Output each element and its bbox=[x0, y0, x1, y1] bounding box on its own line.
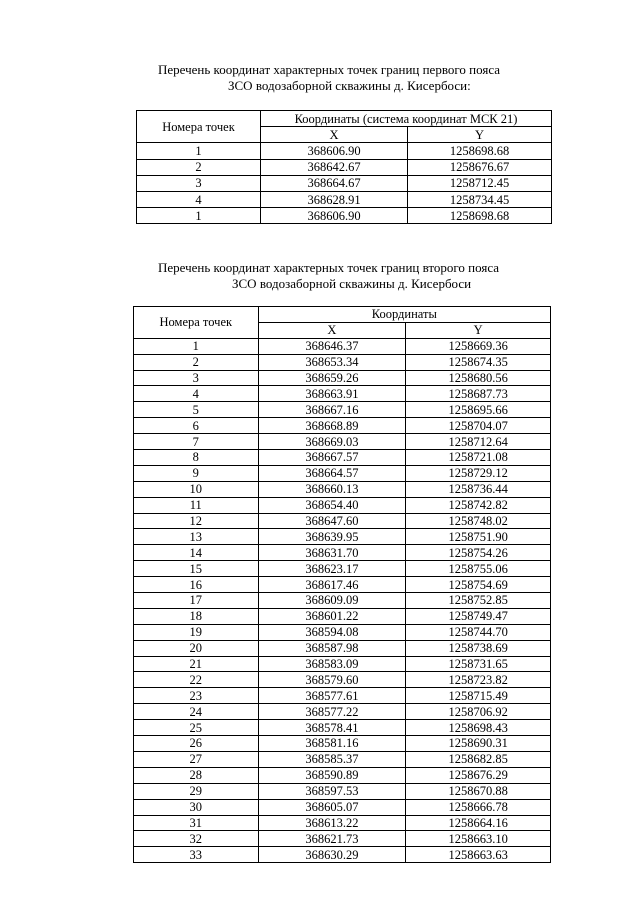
y-coordinate-cell: 1258754.26 bbox=[406, 545, 551, 561]
point-number-cell: 19 bbox=[134, 624, 259, 640]
table-row bbox=[134, 593, 551, 609]
point-number-cell: 29 bbox=[134, 783, 259, 799]
point-number-cell: 10 bbox=[134, 481, 259, 497]
table-row bbox=[134, 688, 551, 704]
x-coordinate-cell: 368664.67 bbox=[261, 175, 408, 191]
section2-title-line1: Перечень координат характерных точек границ второго пояса bbox=[158, 260, 500, 275]
point-number-cell: 1 bbox=[137, 143, 261, 159]
table-row bbox=[134, 767, 551, 783]
table-row bbox=[137, 159, 552, 175]
header-x: X bbox=[261, 127, 408, 143]
y-coordinate-cell: 1258670.88 bbox=[406, 783, 551, 799]
y-coordinate-cell: 1258676.67 bbox=[408, 159, 552, 175]
y-coordinate-cell: 1258676.29 bbox=[406, 767, 551, 783]
point-number-cell: 11 bbox=[134, 497, 259, 513]
point-number-cell: 9 bbox=[134, 465, 259, 481]
point-number-cell: 7 bbox=[134, 434, 259, 450]
point-number-cell: 3 bbox=[134, 370, 259, 386]
y-coordinate-cell: 1258663.10 bbox=[406, 831, 551, 847]
y-coordinate-cell: 1258752.85 bbox=[406, 593, 551, 609]
table-row bbox=[134, 720, 551, 736]
x-coordinate-cell: 368579.60 bbox=[258, 672, 406, 688]
x-coordinate-cell: 368663.91 bbox=[258, 386, 406, 402]
x-coordinate-cell: 368587.98 bbox=[258, 640, 406, 656]
y-coordinate-cell: 1258704.07 bbox=[406, 418, 551, 434]
table-row bbox=[134, 450, 551, 466]
y-coordinate-cell: 1258663.63 bbox=[406, 847, 551, 863]
x-coordinate-cell: 368660.13 bbox=[258, 481, 406, 497]
table-row bbox=[134, 418, 551, 434]
y-coordinate-cell: 1258755.06 bbox=[406, 561, 551, 577]
point-number-cell: 28 bbox=[134, 767, 259, 783]
y-coordinate-cell: 1258729.12 bbox=[406, 465, 551, 481]
section1-title bbox=[0, 62, 640, 94]
x-coordinate-cell: 368647.60 bbox=[258, 513, 406, 529]
x-coordinate-cell: 368630.29 bbox=[258, 847, 406, 863]
y-coordinate-cell: 1258698.68 bbox=[408, 208, 552, 224]
y-coordinate-cell: 1258695.66 bbox=[406, 402, 551, 418]
point-number-cell: 12 bbox=[134, 513, 259, 529]
x-coordinate-cell: 368605.07 bbox=[258, 799, 406, 815]
y-coordinate-cell: 1258664.16 bbox=[406, 815, 551, 831]
x-coordinate-cell: 368617.46 bbox=[258, 577, 406, 593]
y-coordinate-cell: 1258680.56 bbox=[406, 370, 551, 386]
header-coordinates: Координаты (система координат МСК 21) bbox=[261, 111, 552, 127]
point-number-cell: 31 bbox=[134, 815, 259, 831]
y-coordinate-cell: 1258742.82 bbox=[406, 497, 551, 513]
table-row bbox=[134, 736, 551, 752]
header-x: X bbox=[258, 322, 406, 338]
x-coordinate-cell: 368623.17 bbox=[258, 561, 406, 577]
point-number-cell: 27 bbox=[134, 751, 259, 767]
y-coordinate-cell: 1258682.85 bbox=[406, 751, 551, 767]
y-coordinate-cell: 1258751.90 bbox=[406, 529, 551, 545]
table-row bbox=[134, 847, 551, 863]
table-row bbox=[134, 354, 551, 370]
table-row bbox=[134, 831, 551, 847]
y-coordinate-cell: 1258687.73 bbox=[406, 386, 551, 402]
table-row bbox=[134, 656, 551, 672]
table-row bbox=[134, 465, 551, 481]
section1-title-line2: ЗСО водозаборной скважины д. Кисербоси: bbox=[228, 78, 471, 93]
point-number-cell: 32 bbox=[134, 831, 259, 847]
point-number-cell: 23 bbox=[134, 688, 259, 704]
point-number-cell: 14 bbox=[134, 545, 259, 561]
x-coordinate-cell: 368646.37 bbox=[258, 338, 406, 354]
point-number-cell: 4 bbox=[137, 191, 261, 207]
y-coordinate-cell: 1258744.70 bbox=[406, 624, 551, 640]
x-coordinate-cell: 368667.16 bbox=[258, 402, 406, 418]
header-y: Y bbox=[408, 127, 552, 143]
x-coordinate-cell: 368668.89 bbox=[258, 418, 406, 434]
x-coordinate-cell: 368583.09 bbox=[258, 656, 406, 672]
table-row bbox=[134, 608, 551, 624]
y-coordinate-cell: 1258754.69 bbox=[406, 577, 551, 593]
y-coordinate-cell: 1258690.31 bbox=[406, 736, 551, 752]
header-coordinates: Координаты bbox=[258, 307, 550, 323]
y-coordinate-cell: 1258723.82 bbox=[406, 672, 551, 688]
table-row bbox=[134, 640, 551, 656]
y-coordinate-cell: 1258736.44 bbox=[406, 481, 551, 497]
x-coordinate-cell: 368609.09 bbox=[258, 593, 406, 609]
x-coordinate-cell: 368639.95 bbox=[258, 529, 406, 545]
x-coordinate-cell: 368581.16 bbox=[258, 736, 406, 752]
table-row bbox=[137, 191, 552, 207]
table-row bbox=[134, 704, 551, 720]
y-coordinate-cell: 1258666.78 bbox=[406, 799, 551, 815]
point-number-cell: 20 bbox=[134, 640, 259, 656]
table2-body bbox=[134, 338, 551, 862]
table-row bbox=[134, 338, 551, 354]
y-coordinate-cell: 1258749.47 bbox=[406, 608, 551, 624]
x-coordinate-cell: 368590.89 bbox=[258, 767, 406, 783]
point-number-cell: 4 bbox=[134, 386, 259, 402]
section2-title bbox=[0, 260, 640, 292]
point-number-cell: 17 bbox=[134, 593, 259, 609]
y-coordinate-cell: 1258669.36 bbox=[406, 338, 551, 354]
x-coordinate-cell: 368631.70 bbox=[258, 545, 406, 561]
table-row bbox=[134, 799, 551, 815]
y-coordinate-cell: 1258715.49 bbox=[406, 688, 551, 704]
y-coordinate-cell: 1258674.35 bbox=[406, 354, 551, 370]
y-coordinate-cell: 1258738.69 bbox=[406, 640, 551, 656]
point-number-cell: 2 bbox=[137, 159, 261, 175]
point-number-cell: 1 bbox=[137, 208, 261, 224]
x-coordinate-cell: 368578.41 bbox=[258, 720, 406, 736]
table-row bbox=[134, 577, 551, 593]
table-row bbox=[134, 624, 551, 640]
point-number-cell: 25 bbox=[134, 720, 259, 736]
y-coordinate-cell: 1258698.43 bbox=[406, 720, 551, 736]
header-points: Номера точек bbox=[134, 307, 259, 339]
point-number-cell: 26 bbox=[134, 736, 259, 752]
y-coordinate-cell: 1258712.45 bbox=[408, 175, 552, 191]
table-row bbox=[134, 529, 551, 545]
table-row bbox=[137, 175, 552, 191]
x-coordinate-cell: 368577.22 bbox=[258, 704, 406, 720]
x-coordinate-cell: 368601.22 bbox=[258, 608, 406, 624]
x-coordinate-cell: 368642.67 bbox=[261, 159, 408, 175]
point-number-cell: 8 bbox=[134, 450, 259, 466]
first-zone-coordinates-table bbox=[136, 110, 552, 224]
point-number-cell: 1 bbox=[134, 338, 259, 354]
x-coordinate-cell: 368659.26 bbox=[258, 370, 406, 386]
table1-body bbox=[137, 143, 552, 224]
point-number-cell: 13 bbox=[134, 529, 259, 545]
x-coordinate-cell: 368585.37 bbox=[258, 751, 406, 767]
header-points: Номера точек bbox=[137, 111, 261, 143]
point-number-cell: 22 bbox=[134, 672, 259, 688]
y-coordinate-cell: 1258698.68 bbox=[408, 143, 552, 159]
point-number-cell: 30 bbox=[134, 799, 259, 815]
point-number-cell: 21 bbox=[134, 656, 259, 672]
point-number-cell: 15 bbox=[134, 561, 259, 577]
table-row bbox=[134, 561, 551, 577]
x-coordinate-cell: 368653.34 bbox=[258, 354, 406, 370]
header-y: Y bbox=[406, 322, 551, 338]
x-coordinate-cell: 368597.53 bbox=[258, 783, 406, 799]
point-number-cell: 2 bbox=[134, 354, 259, 370]
table-row bbox=[137, 143, 552, 159]
x-coordinate-cell: 368606.90 bbox=[261, 143, 408, 159]
table-row bbox=[134, 815, 551, 831]
table-row bbox=[134, 672, 551, 688]
point-number-cell: 18 bbox=[134, 608, 259, 624]
point-number-cell: 5 bbox=[134, 402, 259, 418]
table-row bbox=[137, 208, 552, 224]
x-coordinate-cell: 368628.91 bbox=[261, 191, 408, 207]
x-coordinate-cell: 368667.57 bbox=[258, 450, 406, 466]
point-number-cell: 24 bbox=[134, 704, 259, 720]
table-row bbox=[134, 751, 551, 767]
point-number-cell: 6 bbox=[134, 418, 259, 434]
table-row bbox=[134, 545, 551, 561]
section2-title-line2: ЗСО водозаборной скважины д. Кисербоси bbox=[232, 276, 472, 291]
x-coordinate-cell: 368621.73 bbox=[258, 831, 406, 847]
table-row bbox=[134, 370, 551, 386]
x-coordinate-cell: 368606.90 bbox=[261, 208, 408, 224]
y-coordinate-cell: 1258721.08 bbox=[406, 450, 551, 466]
y-coordinate-cell: 1258734.45 bbox=[408, 191, 552, 207]
x-coordinate-cell: 368577.61 bbox=[258, 688, 406, 704]
y-coordinate-cell: 1258748.02 bbox=[406, 513, 551, 529]
table-row bbox=[134, 783, 551, 799]
x-coordinate-cell: 368654.40 bbox=[258, 497, 406, 513]
y-coordinate-cell: 1258731.65 bbox=[406, 656, 551, 672]
table-row bbox=[134, 386, 551, 402]
point-number-cell: 33 bbox=[134, 847, 259, 863]
y-coordinate-cell: 1258712.64 bbox=[406, 434, 551, 450]
second-zone-coordinates-table bbox=[133, 306, 551, 863]
point-number-cell: 16 bbox=[134, 577, 259, 593]
x-coordinate-cell: 368669.03 bbox=[258, 434, 406, 450]
y-coordinate-cell: 1258706.92 bbox=[406, 704, 551, 720]
table-row bbox=[134, 513, 551, 529]
point-number-cell: 3 bbox=[137, 175, 261, 191]
section1-title-line1: Перечень координат характерных точек границ первого пояса bbox=[158, 62, 501, 77]
table-row bbox=[134, 402, 551, 418]
table-row bbox=[134, 497, 551, 513]
x-coordinate-cell: 368594.08 bbox=[258, 624, 406, 640]
table-row bbox=[134, 481, 551, 497]
table-row bbox=[134, 434, 551, 450]
x-coordinate-cell: 368613.22 bbox=[258, 815, 406, 831]
x-coordinate-cell: 368664.57 bbox=[258, 465, 406, 481]
